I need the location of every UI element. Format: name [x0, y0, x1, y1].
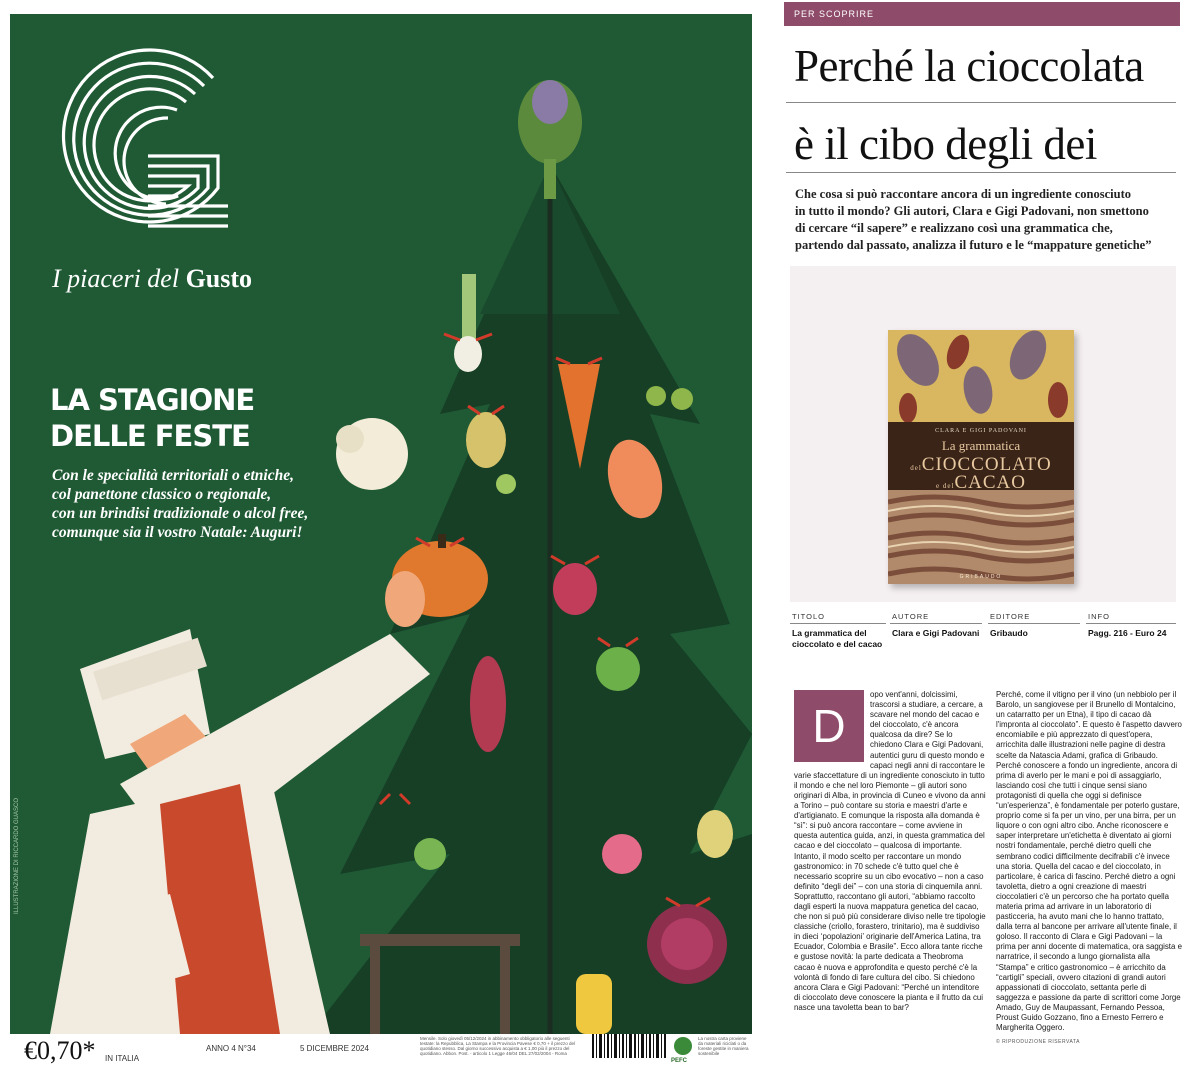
book-title-main: CIOCCOLATO	[921, 454, 1052, 475]
magazine-brand	[52, 264, 252, 294]
book-title-prefix: e del	[936, 482, 955, 490]
issue-date: 5 DICEMBRE 2024	[300, 1044, 369, 1053]
magazine-cover	[10, 14, 752, 1034]
pear-icon	[697, 810, 733, 858]
cabbage-icon	[647, 904, 727, 984]
brand-name: Gusto	[185, 264, 253, 293]
article-body-text: Perché, come il vitigno per il vino (un nebbiolo per il Barolo, un sangiovese per il Brunello di Montalcino, un catarratto per un Etna), il tipo di cacao dà l'impronta al cioccolato”. E questo è l'aspetto davvero encomiabile e più apprezzato di quest'opera, arricchita dalle illustrazioni nelle pagine di destra scelte da Natascia Adami, grafica di Gribaudo. Perché conoscere a fondo un ingrediente, ancora di prima di averlo per le mani e poi di assaggiarlo, lasciando così che tutti i cinque sensi siano protagonisti di quella che oggi si definisce “un'esperienza”, è fondamentale per poterlo gustare, proprio come si fa per un vino, per una birra, per un liquore o con ogni altro cibo. Anche riconoscere e saper interpretare un'etichetta è diventato ai giorni nostri fondamentale, perché dietro quelli che sembrano codici difficilmente decifrabili c'è invece una storia. Quella del cacao e del cioccolato, in particolare, è carica di fascino. Perché dietro a ogni tavoletta, dietro a ogni creazione di maestri cioccolatieri c'è un percorso che ha portato quella materia prima ad arrivare in un laboratorio di pasticceria, ha avuto mani che lo hanno trattato, dalla terra al bancone per arrivare all'utente finale, il goloso. Il racconto di Clara e Gigi Padovani – la prima per anni docente di matematica, ora saggista e narratrice, il secondo a lungo giornalista alla “Stampa” e critico gastronomico – è arricchito da “cartigli” speciali, ovvero citazioni di grandi autori appassionati di cioccolato, settanta perle di saggezza e passione da parte di scrittori come Jorge Amado, Guy de Maupassant, Fernando Pessoa, Proust Guido Gozzano, fino a Ernesto Ferrero e Margherita Oggero.	[996, 690, 1182, 1033]
info-value: La grammatica del cioccolato e del cacao	[792, 628, 883, 649]
info-label: INFO	[1086, 610, 1176, 624]
book-title-prefix: del	[910, 464, 922, 472]
lettuce-icon	[470, 656, 506, 752]
article-column-1	[794, 690, 986, 1013]
info-cell-title	[790, 610, 886, 670]
title-divider	[786, 102, 1176, 103]
dek-line: Che cosa si può raccontare ancora di un ingrediente conosciuto	[795, 187, 1131, 201]
headline-line-2: DELLE FESTE	[50, 419, 250, 453]
barcode-icon	[590, 1034, 670, 1062]
cacao-beans-pattern-icon	[888, 490, 1074, 584]
illustration-credit: ILLUSTRAZIONE DI RICCARDO GUASCO	[14, 797, 20, 914]
info-value: Gribaudo	[990, 628, 1028, 638]
subhead-line: con un brindisi tradizionale o alcol free,	[52, 505, 309, 522]
book-cover	[888, 330, 1074, 584]
cover-footer	[10, 1034, 752, 1072]
book-title	[888, 438, 1074, 494]
dek-line: in tutto il mondo? Gli autori, Clara e Gigi Padovani, non smettono	[795, 204, 1149, 218]
price-note: IN ITALIA	[105, 1054, 140, 1063]
article-title-line-1: Perché la cioccolata	[794, 41, 1144, 91]
title-divider	[786, 172, 1176, 173]
book-title-top: La grammatica	[941, 438, 1021, 453]
article-dek	[795, 186, 1175, 254]
cacao-pods-pattern-icon	[888, 330, 1074, 422]
headline-line-1: LA STAGIONE	[50, 383, 255, 417]
beet-icon	[553, 563, 597, 615]
legal-text: Mensile. Solo giovedì 05/12/2024 in abbinamento obbligatorio alle seguenti testate: la Repubblica, La Stampa e la Provincia Pavese € 0,70 + il prezzo del quotidiano stesso. Dal giorno successivo acquista a € 1,00 più il prezzo del quotidiano. Abbon. Post. - articolo 1 Legge 46/04 DEL 27/02/2004 - Roma	[420, 1036, 575, 1056]
issue-number: ANNO 4 N°34	[206, 1044, 256, 1053]
book-authors: CLARA E GIGI PADOVANI	[935, 428, 1027, 434]
info-cell-info	[1086, 610, 1176, 670]
book-photo	[790, 266, 1176, 602]
brand-prefix: I piaceri del	[52, 264, 180, 293]
drop-cap: D	[794, 690, 864, 762]
article-body-text: opo vent'anni, dolcissimi, trascorsi a studiare, a cercare, a scavare nel mondo del cacao e del cioccolato, c'è ancora qualcosa da dire? Se lo chiedono Clara e Gigi Padovani, autentici guru di questo mondo e capaci negli anni di raccontare le varie sfaccettature di un ingrediente conosciuto in tutto il mondo e che nel loro Piemonte – gli autori sono originari di Alba, in provincia di Cuneo e vivono da anni a Torino – può contare su storia e maestri d'arte e d'artigianato. E comunque la risposta alla domanda è “sì”: si può ancora raccontare – come avviene in questa autentica guida, anzi, in questa grammatica del cacao e del cioccolato – qualcosa di importante. Intanto, il modo scelto per raccontare un mondo gastronomico: in 70 schede c'è tutto quel che è necessario scoprire su un cibo evocativo – non a caso definito “degli dei” – con una storia di cinquemila anni. Soprattutto, raccontano gli autori, “abbiamo raccolto dagli esperti la nuova mappatura genetica del cacao, che non si può più considerare diviso nelle tre tipologie classiche (criollo, forastero, trinitario), ma è suddiviso in dieci ‘popolazioni’ originarie dell'America Latina, tra Ecuador, Colombia e Brasile”. Ecco allora tante ricche e gustose novità: la parte dedicata a Theobroma cacao è nuova e approfondita e questo perché c'è la volontà di fondo di fare cultura del cibo. Si chiedono ancora Clara e Gigi Padovani: “Perché un intenditore di cioccolato deve conoscere la pianta e il frutto da cui nasce una tavoletta bean to bar?	[794, 690, 986, 1012]
book-info-table	[790, 610, 1176, 670]
cover-subhead	[52, 466, 352, 542]
subhead-line: Con le specialità territoriali o etniche,	[52, 467, 294, 484]
info-label: TITOLO	[790, 610, 886, 624]
info-label: EDITORE	[988, 610, 1080, 624]
broccoli-icon	[596, 647, 640, 691]
g-logo-icon	[48, 38, 230, 270]
pefc-label: PEFC	[671, 1058, 688, 1064]
potato-icon	[466, 412, 506, 468]
info-label: AUTORE	[890, 610, 982, 624]
pefc-logo-icon	[674, 1037, 692, 1055]
dek-line: partendo dal passato, analizza il futuro e le “mappature genetiche”	[795, 238, 1152, 252]
article-column-2	[996, 690, 1182, 1047]
dek-line: di cercare “il sapere” e realizzano così una grammatica che,	[795, 221, 1113, 235]
yellow-pepper-icon	[576, 974, 612, 1034]
subhead-line: comunque sia il vostro Natale: Auguri!	[52, 524, 303, 541]
copyright-notice: © RIPRODUZIONE RISERVATA	[996, 1039, 1080, 1046]
cover-price: €0,70*	[24, 1036, 96, 1065]
section-label: PER SCOPRIRE	[784, 2, 1180, 26]
info-value: Pagg. 216 - Euro 24	[1088, 628, 1167, 638]
subhead-line: col panettone classico o regionale,	[52, 486, 272, 503]
info-cell-publisher	[988, 610, 1080, 670]
info-cell-author	[890, 610, 982, 670]
paper-note: La nostra carta proviene da materiali riciclati o da foreste gestite in maniera sostenibile	[698, 1036, 749, 1056]
radish-icon	[602, 834, 642, 874]
info-value: Clara e Gigi Padovani	[892, 628, 980, 638]
article-title-line-2: è il cibo degli dei	[794, 119, 1097, 169]
book-title-main: CACAO	[954, 472, 1026, 493]
article-page	[784, 0, 1184, 1080]
book-publisher: GRIBAUDO	[959, 574, 1003, 580]
cover-headline	[50, 382, 254, 454]
